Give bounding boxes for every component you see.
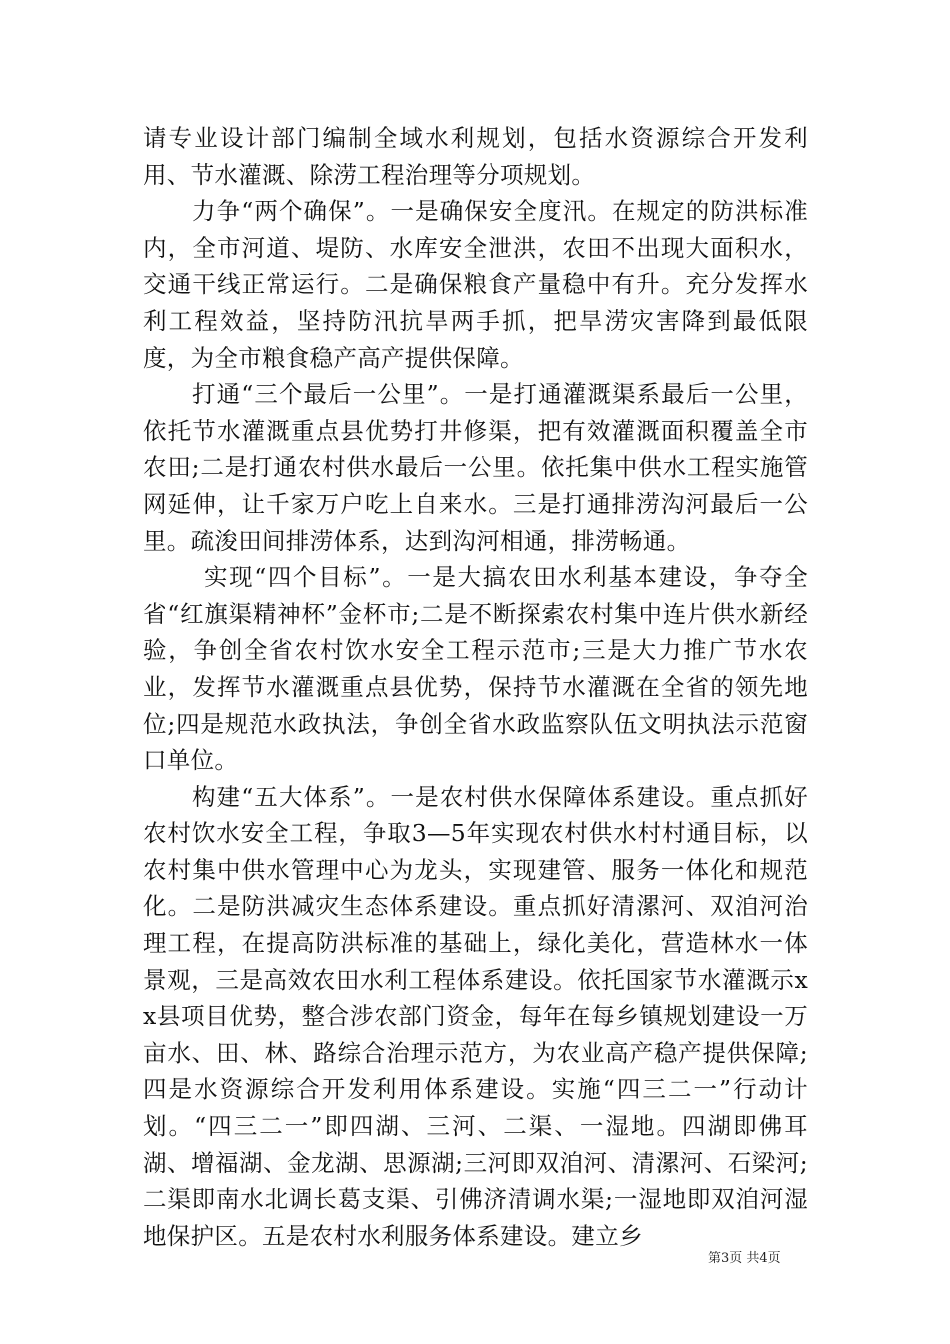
- paragraph-five-systems: 构建“五大体系”。一是农村供水保障体系建设。重点抓好农村饮水安全工程，争取3—5年实现农村供水村村通目标，以农村集中供水管理中心为龙头，实现建管、服务一体化和规范化。二是防洪减灾生态体系建设。重点抓好清漯河、双洎河治理工程，在提高防洪标准的基础上，绿化美化，营造林水一体景观，三是高效农田水利工程体系建设。依托国家节水灌溉示xx县项目优势，整合涉农部门资金，每年在每乡镇规划建设一万亩水、田、林、路综合治理示范方，为农业高产稳产提供保障;四是水资源综合开发利用体系建设。实施“四三二一”行动计划。“四三二一”即四湖、三河、二渠、一湿地。四湖即佛耳湖、增福湖、金龙湖、思源湖;三河即双洎河、清漯河、石梁河;二渠即南水北调长葛支渠、引佛济清调水渠;一湿地即双洎河湿地保护区。五是农村水利服务体系建设。建立乡: [143, 782, 808, 1250]
- paragraph-three-last-kilometers: 打通“三个最后一公里”。一是打通灌溉渠系最后一公里，依托节水灌溉重点县优势打井修渠，把有效灌溉面积覆盖全市农田;二是打通农村供水最后一公里。依托集中供水工程实施管网延伸，让千家万户吃上自来水。三是打通排涝沟河最后一公里。疏浚田间排涝体系，达到沟河相通，排涝畅通。: [143, 380, 808, 555]
- page-number-footer: 第3页 共4页: [708, 1251, 781, 1266]
- paragraph-continuation: 请专业设计部门编制全域水利规划，包括水资源综合开发利用、节水灌溉、除涝工程治理等分项规划。: [143, 124, 808, 189]
- paragraph-two-guarantees: 力争“两个确保”。一是确保安全度汛。在规定的防洪标准内，全市河道、堤防、水库安全泄洪，农田不出现大面积水，交通干线正常运行。二是确保粮食产量稳中有升。充分发挥水利工程效益，坚持防汛抗旱两手抓，把旱涝灾害降到最低限度，为全市粮食稳产高产提供保障。: [143, 197, 808, 372]
- document-body: [143, 120, 808, 1254]
- paragraph-four-goals: 实现“四个目标”。一是大搞农田水利基本建设，争夺全省“红旗渠精神杯”金杯市;二是不断探索农村集中连片供水新经验，争创全省农村饮水安全工程示范市;三是大力推广节水农业，发挥节水灌溉重点县优势，保持节水灌溉在全省的领先地位;四是规范水政执法，争创全省水政监察队伍文明执法示范窗口单位。: [143, 563, 808, 775]
